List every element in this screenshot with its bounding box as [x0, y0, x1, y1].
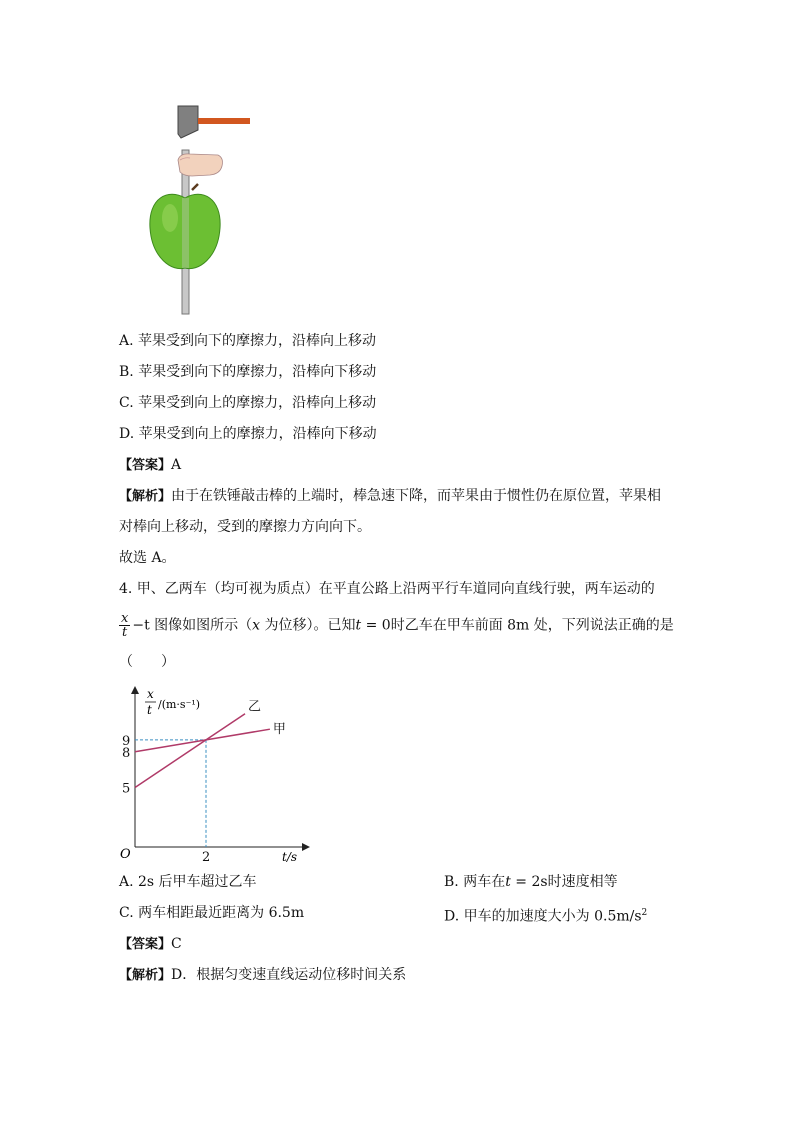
series-label-1: 乙 [248, 699, 262, 715]
q4-option-a: A. 2s 后甲车超过乙车 [119, 874, 257, 890]
y-tick-label-1: 8 [122, 745, 131, 761]
q4-stem-line1: 4. 甲、乙两车（均可视为质点）在平直公路上沿两平行车道同向直线行驶，两车运动的 [119, 581, 655, 597]
apple-hammer-illustration [140, 100, 260, 316]
x-tick-label-0: 2 [202, 850, 211, 865]
y-axis-label [145, 687, 200, 717]
series-line-1 [135, 714, 245, 788]
svg-text:x: x [147, 687, 154, 701]
y-tick-label-0: 9 [122, 733, 131, 749]
q3-analysis-line2: 对棒向上移动，受到的摩擦力方向向下。 [119, 519, 371, 535]
analysis-label: 【解析】 [119, 968, 172, 983]
q3-option-c: C. 苹果受到向上的摩擦力，沿棒向上移动 [119, 395, 377, 411]
xt-t-chart [110, 680, 320, 870]
q3-conclusion: 故选 A。 [119, 550, 176, 566]
q4-option-c: C. 两车相距最近距离为 6.5m [119, 905, 305, 921]
q4-analysis-line1: 【解析】D．根据匀变速直线运动位移时间关系 [119, 967, 407, 983]
series-label-0: 甲 [272, 722, 286, 738]
q4-option-b: B. 两车在t = 2s时速度相等 [444, 874, 618, 890]
origin-label: O [120, 847, 131, 862]
x-axis-label: t/s [282, 850, 298, 864]
q3-analysis-line1: 【解析】由于在铁锤敲击棒的上端时，棒急速下降，而苹果由于惯性仍在原位置，苹果相 [119, 488, 662, 504]
q3-option-b: B. 苹果受到向下的摩擦力，沿棒向下移动 [119, 364, 377, 380]
svg-text:/(m·s⁻¹): /(m·s⁻¹) [158, 698, 201, 711]
hammer-icon [178, 106, 250, 138]
answer-label: 【答案】 [119, 937, 172, 952]
q3-option-a: A. 苹果受到向下的摩擦力，沿棒向上移动 [119, 333, 377, 349]
q4-fraction: $\frac{x}{t}$ [121, 611, 129, 640]
y-tick-label-2: 5 [122, 781, 131, 797]
q4-answer: 【答案】C [119, 936, 182, 952]
answer-label: 【答案】 [119, 458, 172, 473]
q4-option-d: D. 甲车的加速度大小为 $0.5m/s^2$ [444, 908, 648, 925]
q3-answer: 【答案】A [119, 457, 182, 473]
q4-paren: （ ） [119, 654, 175, 670]
q3-option-d: D. 苹果受到向上的摩擦力，沿棒向下移动 [119, 426, 377, 442]
svg-text:t: t [147, 703, 152, 717]
series-line-0 [135, 729, 270, 752]
analysis-label: 【解析】 [119, 489, 172, 504]
q4-stem-line2: $\frac{x}{t}$ −t 图像如图所示（x 为位移）。已知t = 0时乙车在甲车前面 8m 处，下列说法正确的是 [121, 611, 674, 640]
hand-icon [178, 154, 223, 176]
